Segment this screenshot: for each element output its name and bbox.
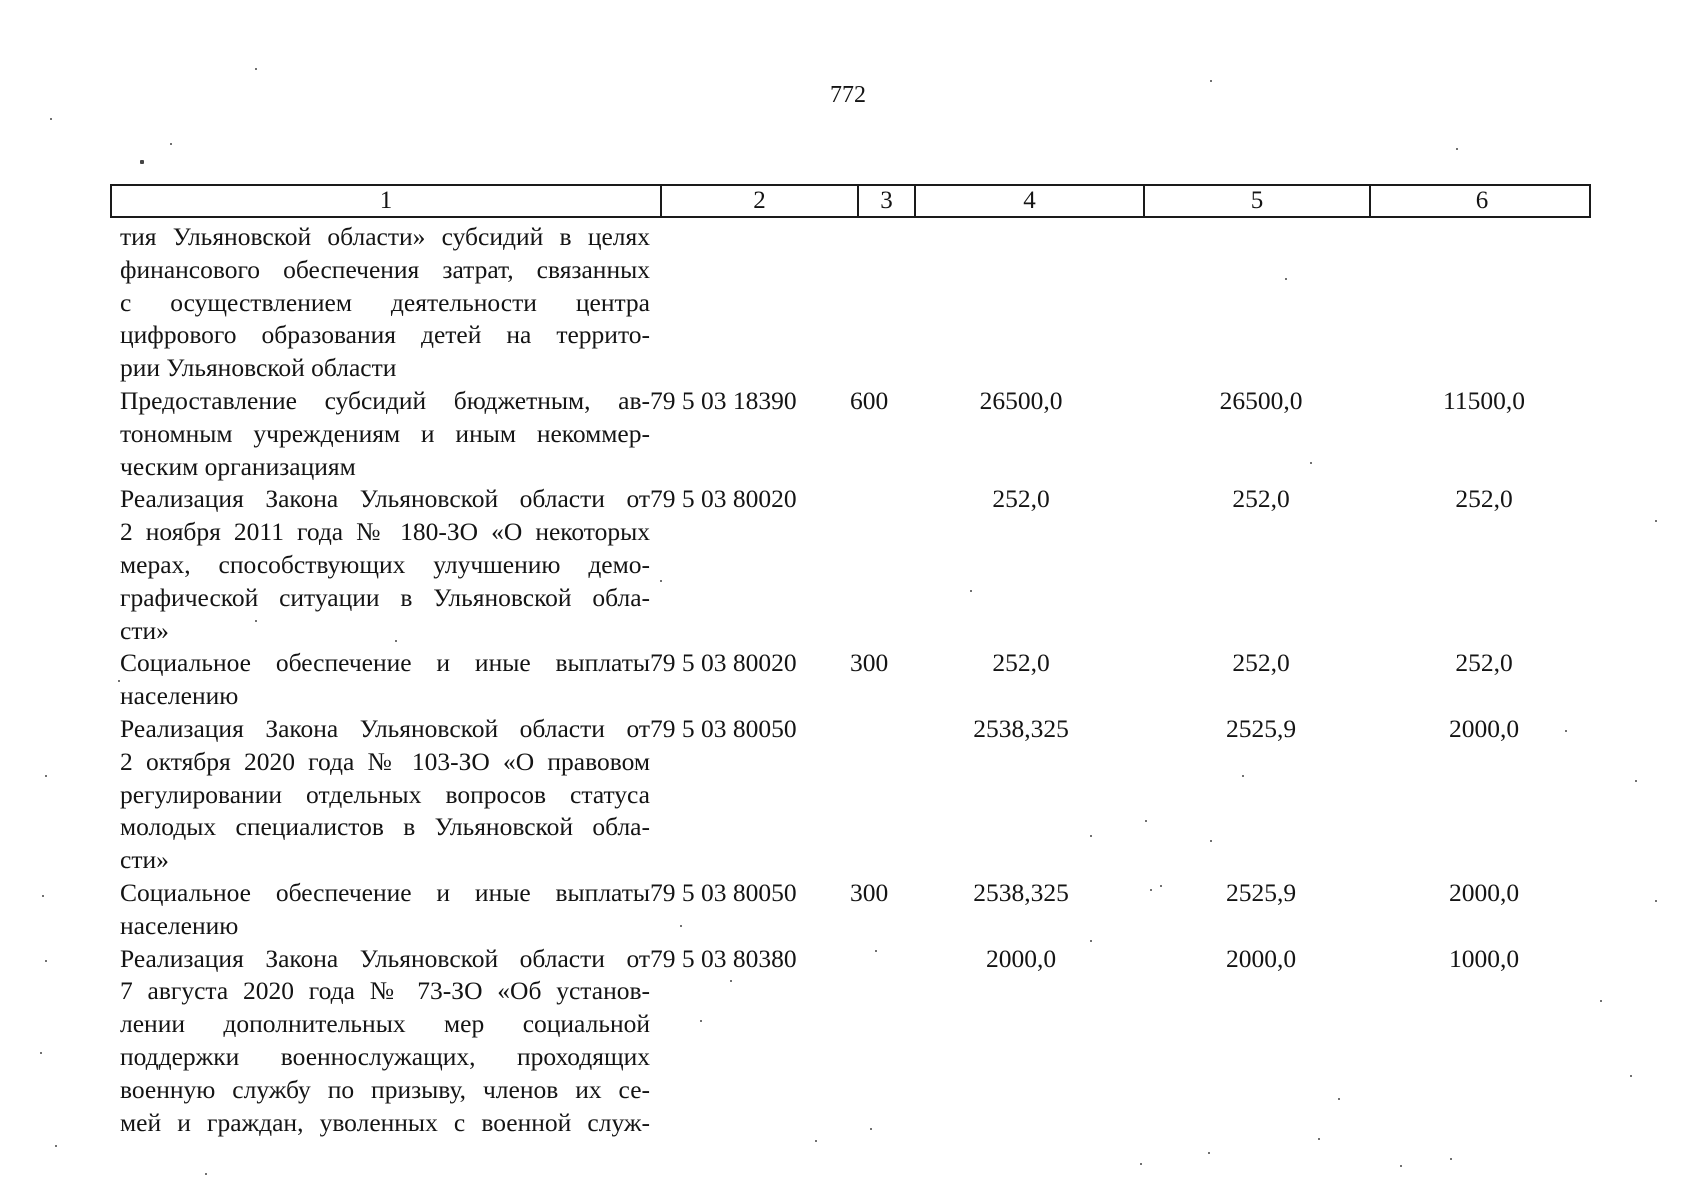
header-col-5: 5 — [1143, 186, 1369, 216]
scan-speck — [55, 1145, 57, 1147]
target-article-code: 79 5 03 80050 — [650, 713, 797, 743]
scan-speck — [1090, 835, 1092, 837]
amount-col-4: 2538,325 — [973, 877, 1069, 907]
description-line: 2 октября 2020 года № 103-ЗО «О правовом — [120, 746, 650, 776]
amount-col-5 — [1148, 221, 1374, 385]
description-line: тономным учреждениям и иным некоммер- — [120, 418, 650, 448]
amount-col-6: 1000,0 — [1448, 943, 1520, 973]
amount-col-6 — [1374, 221, 1594, 385]
description-line: Предоставление субсидий бюджетным, ав- — [120, 385, 650, 415]
target-article-code: 79 5 03 80020 — [650, 484, 797, 514]
expense-type-code — [842, 713, 914, 877]
amount-col-6: 2000,0 — [1448, 713, 1520, 743]
scan-speck — [1400, 1165, 1402, 1167]
scan-speck — [1456, 148, 1458, 150]
amount-col-5: 2525,9 — [1225, 877, 1297, 907]
scan-speck — [1210, 840, 1212, 842]
scan-speck — [680, 925, 682, 927]
scan-speck — [1655, 900, 1657, 902]
table-row — [120, 713, 1601, 877]
target-article-code: 79 5 03 80380 — [650, 943, 797, 973]
scan-speck — [45, 960, 47, 962]
table-row — [120, 647, 1601, 713]
description-line: Социальное обеспечение и иные выплаты — [120, 648, 650, 678]
scan-speck — [1600, 1000, 1602, 1002]
scan-speck — [1150, 889, 1152, 891]
description-line: сти» — [120, 845, 169, 875]
target-article-code: 79 5 03 80020 — [650, 648, 797, 678]
row-description — [120, 713, 650, 877]
scan-speck — [205, 1173, 207, 1175]
row-description — [120, 647, 650, 713]
scan-speck — [395, 640, 397, 642]
header-col-2: 2 — [660, 186, 857, 216]
amount-col-4: 252,0 — [992, 648, 1050, 678]
table-row — [120, 877, 1601, 943]
scan-speck — [1160, 885, 1162, 887]
amount-col-4: 26500,0 — [979, 385, 1063, 415]
amount-col-4: 2538,325 — [973, 713, 1069, 743]
amount-col-6: 252,0 — [1455, 648, 1513, 678]
scan-speck — [40, 1052, 42, 1054]
budget-table-body — [120, 221, 1601, 1139]
scan-speck — [815, 1140, 817, 1142]
description-line: Реализация Закона Ульяновской области от — [120, 484, 650, 514]
header-col-6: 6 — [1369, 186, 1593, 216]
scan-speck — [970, 590, 972, 592]
amount-col-6: 252,0 — [1455, 484, 1513, 514]
scan-speck — [42, 895, 44, 897]
table-row — [120, 221, 1601, 385]
scan-speck — [118, 680, 120, 682]
header-col-4: 4 — [914, 186, 1143, 216]
description-line: цифрового образования детей на террито- — [120, 320, 650, 350]
expense-type-code: 300 — [850, 877, 889, 907]
scan-speck — [1450, 1158, 1452, 1160]
scan-speck — [1635, 780, 1637, 782]
scan-speck — [1208, 1152, 1210, 1154]
description-line: мей и граждан, уволенных с военной служ- — [120, 1107, 650, 1137]
amount-col-5: 252,0 — [1232, 484, 1290, 514]
description-line: рии Ульяновской области — [120, 353, 397, 383]
description-line: графической ситуации в Ульяновской обла- — [120, 582, 650, 612]
scan-speck — [700, 1020, 702, 1022]
expense-type-code: 600 — [850, 385, 889, 415]
scan-speck — [660, 580, 662, 582]
expense-type-code — [842, 221, 914, 385]
description-line: тия Ульяновской области» субсидий в целях — [120, 222, 650, 251]
amount-col-5: 26500,0 — [1219, 385, 1303, 415]
scan-speck — [1630, 1075, 1632, 1077]
expense-type-code: 300 — [850, 648, 889, 678]
row-description — [120, 943, 650, 1140]
amount-col-6: 11500,0 — [1443, 385, 1525, 415]
amount-col-6: 2000,0 — [1448, 877, 1520, 907]
scan-speck — [1140, 1163, 1142, 1165]
description-line: Социальное обеспечение и иные выплаты — [120, 877, 650, 907]
description-line: Реализация Закона Ульяновской области от — [120, 943, 650, 973]
description-line: регулировании отдельных вопросов статуса — [120, 779, 650, 809]
description-line: с осуществлением деятельности центра — [120, 287, 650, 317]
row-description — [120, 877, 650, 943]
scan-speck — [255, 620, 257, 622]
row-description — [120, 385, 650, 483]
amount-col-4 — [914, 221, 1148, 385]
scan-speck — [1210, 80, 1212, 82]
scan-speck — [1145, 820, 1147, 822]
table-row — [120, 943, 1601, 1140]
description-line: ческим организациям — [120, 451, 356, 481]
header-col-3: 3 — [857, 186, 914, 216]
scan-speck — [1565, 730, 1567, 732]
amount-col-4: 252,0 — [992, 484, 1050, 514]
scan-speck — [870, 1128, 872, 1130]
description-line: Реализация Закона Ульяновской области от — [120, 713, 650, 743]
description-line: поддержки военнослужащих, проходящих — [120, 1041, 650, 1071]
page-number: 772 — [830, 82, 866, 108]
description-line: 7 августа 2020 года № 73-ЗО «Об установ- — [120, 976, 650, 1006]
table-row — [120, 483, 1601, 647]
description-line: населению — [120, 681, 239, 711]
description-line: сти» — [120, 615, 169, 645]
expense-type-code — [842, 483, 914, 647]
target-article-code: 79 5 03 80050 — [650, 877, 797, 907]
scan-speck — [255, 68, 257, 70]
row-description — [120, 483, 650, 647]
scan-speck — [730, 980, 732, 982]
expense-type-code — [842, 943, 914, 1140]
description-line: военную службу по призыву, членов их се- — [120, 1074, 650, 1104]
scan-speck — [1310, 462, 1312, 464]
scan-speck — [1655, 520, 1657, 522]
scan-speck — [1285, 278, 1287, 280]
description-line: финансового обеспечения затрат, связанных — [120, 254, 650, 284]
target-article-code — [650, 221, 842, 385]
table-row — [120, 385, 1601, 483]
description-line: молодых специалистов в Ульяновской обла- — [120, 812, 650, 842]
scan-speck — [875, 950, 877, 952]
scan-speck — [140, 160, 144, 164]
scan-speck — [45, 775, 47, 777]
amount-col-5: 252,0 — [1232, 648, 1290, 678]
scan-speck — [1338, 1098, 1340, 1100]
scan-speck — [170, 143, 172, 145]
scan-speck — [1318, 1138, 1320, 1140]
amount-col-5: 2525,9 — [1225, 713, 1297, 743]
scan-speck — [50, 118, 52, 120]
header-col-1: 1 — [379, 187, 393, 214]
amount-col-5: 2000,0 — [1225, 943, 1297, 973]
description-line: населению — [120, 910, 239, 940]
description-line: лении дополнительных мер социальной — [120, 1009, 650, 1039]
row-description — [120, 221, 650, 385]
column-number-header — [110, 184, 1591, 218]
amount-col-4: 2000,0 — [985, 943, 1057, 973]
scan-speck — [1090, 940, 1092, 942]
description-line: мерах, способствующих улучшению демо- — [120, 549, 650, 579]
target-article-code: 79 5 03 18390 — [650, 385, 797, 415]
description-line: 2 ноября 2011 года № 180-ЗО «О некоторых — [120, 517, 650, 547]
scan-speck — [1242, 775, 1244, 777]
